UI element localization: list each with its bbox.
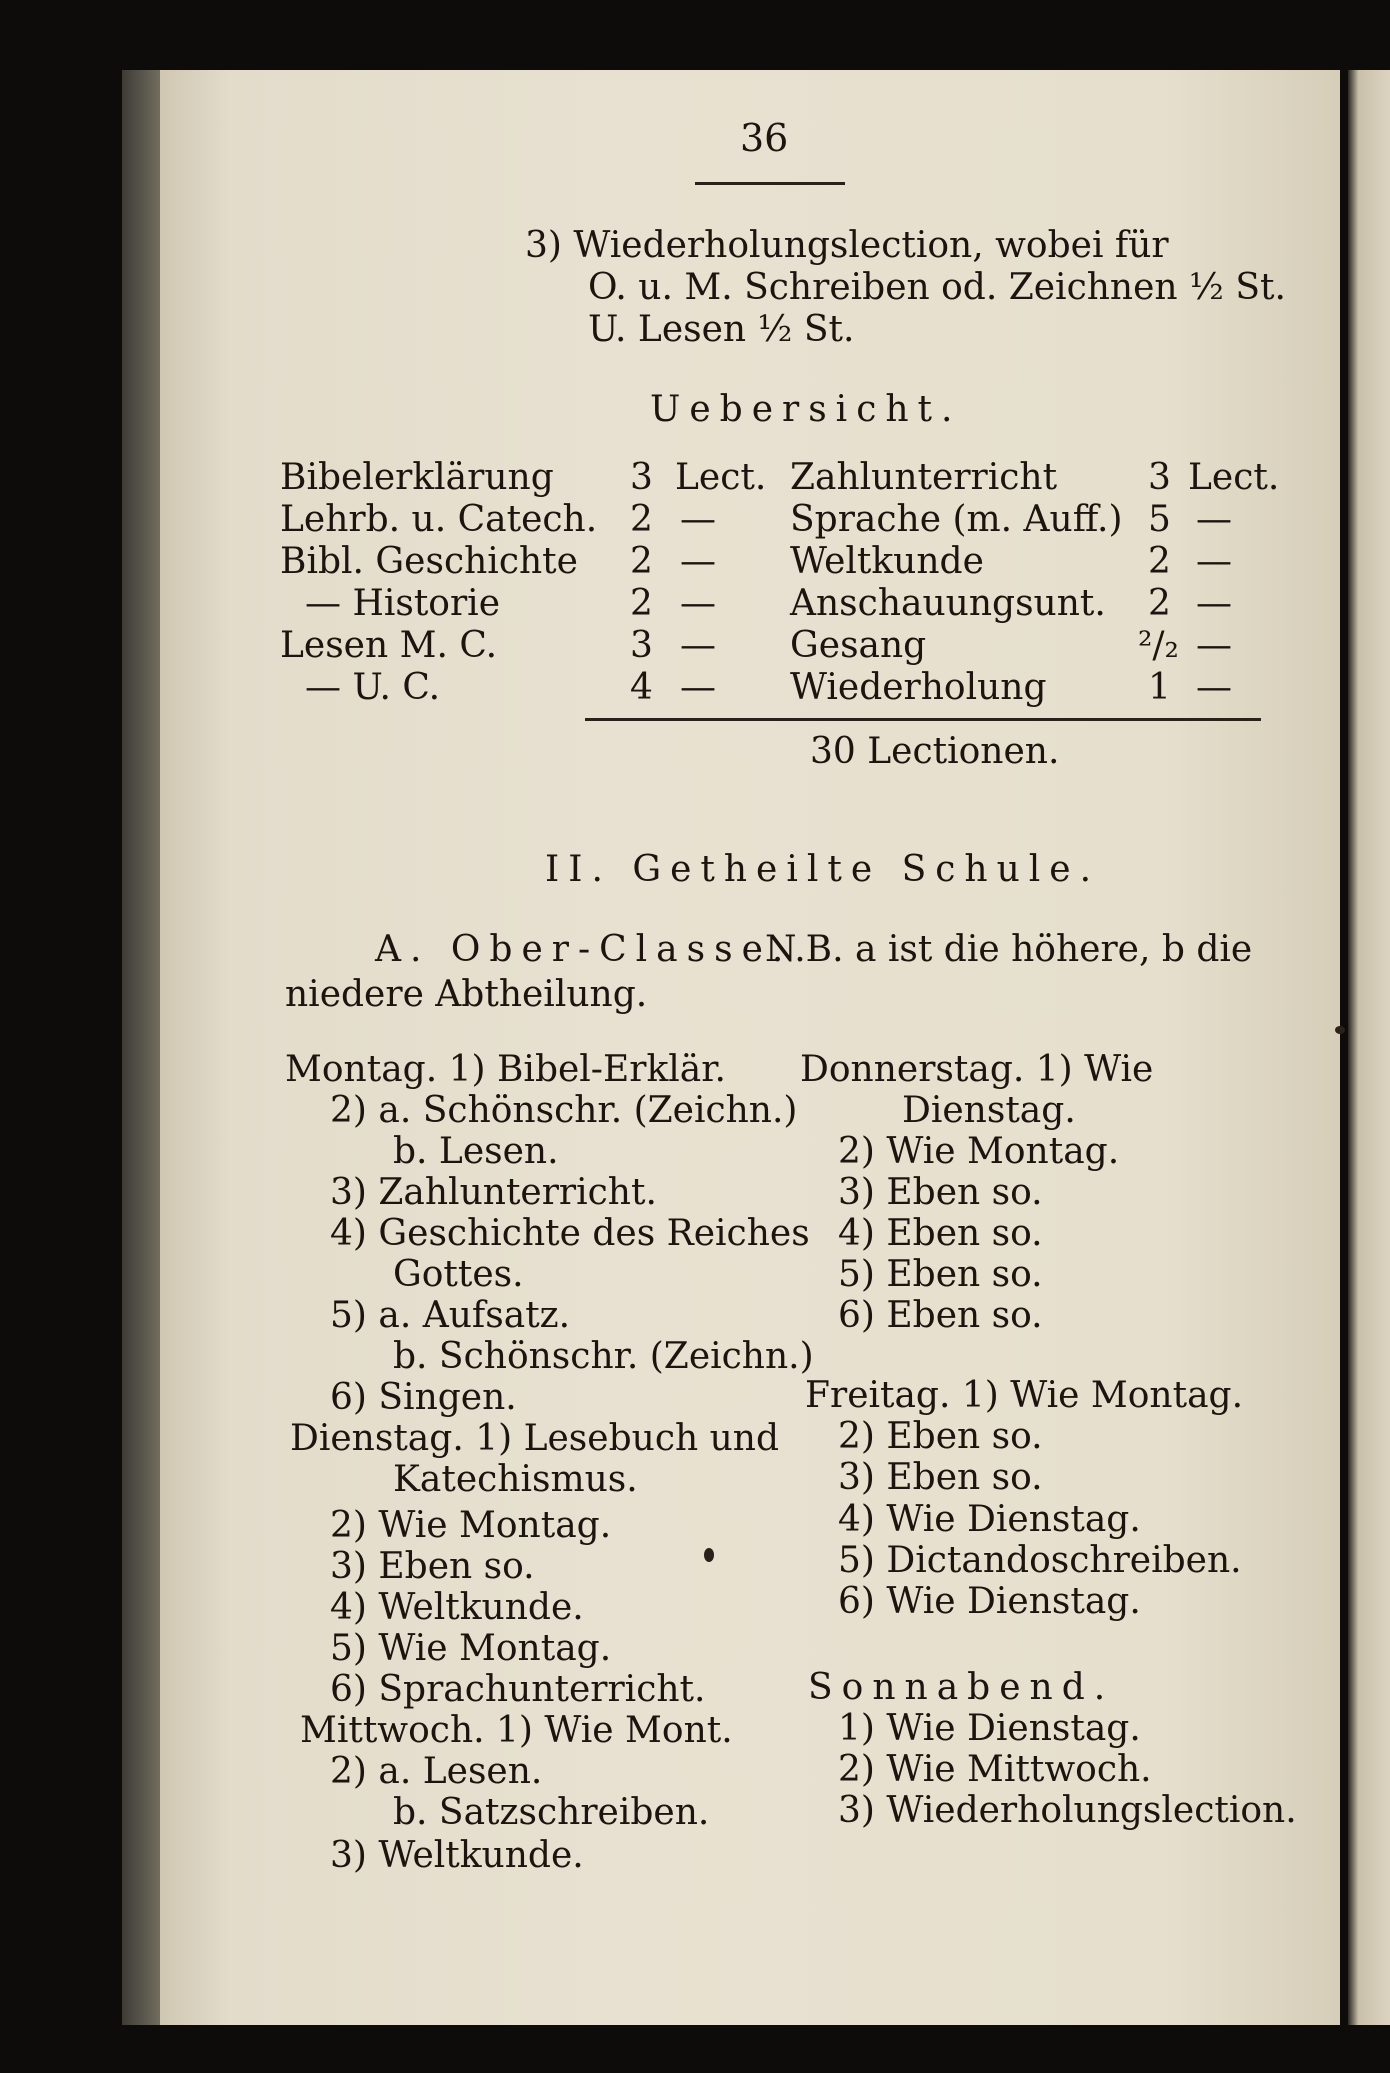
schedule-right-line: 2) Eben so. — [838, 1416, 1043, 1457]
overview-left-count: 4 — [630, 667, 653, 708]
schedule-right-line: 4) Eben so. — [838, 1213, 1043, 1254]
overview-right-subject: Gesang — [790, 625, 927, 666]
schedule-left-line: 4) Geschichte des Reiches — [330, 1213, 810, 1254]
overview-total-rule — [585, 718, 1261, 721]
schedule-right-line: 5) Eben so. — [838, 1254, 1043, 1295]
overview-right-count: 2 — [1148, 541, 1171, 582]
schedule-right-line: 2) Wie Montag. — [838, 1131, 1120, 1172]
schedule-right-line: 4) Wie Dienstag. — [838, 1499, 1141, 1540]
schedule-left-line: Montag. 1) Bibel-Erklär. — [285, 1049, 726, 1090]
overview-right-unit: — — [1196, 583, 1232, 624]
overview-left-unit: — — [680, 499, 716, 540]
overview-heading: Uebersicht. — [650, 389, 962, 430]
overview-right-count: 3 — [1148, 457, 1171, 498]
overview-right-count: 2 — [1148, 583, 1171, 624]
schedule-right-line: Dienstag. — [902, 1090, 1076, 1131]
overview-right-unit: Lect. — [1188, 457, 1280, 498]
section-heading: II. Getheilte Schule. — [545, 849, 1101, 890]
overview-left-unit: — — [680, 667, 716, 708]
intro-line-2: O. u. M. Schreiben od. Zeichnen ½ St. — [588, 267, 1286, 308]
intro-line-1: 3) Wiederholungslection, wobei für — [525, 225, 1169, 266]
schedule-left-line: Gottes. — [393, 1254, 524, 1295]
schedule-left-line: b. Lesen. — [393, 1131, 559, 1172]
schedule-right-line: 6) Wie Dienstag. — [838, 1581, 1141, 1622]
schedule-left-line: 5) a. Aufsatz. — [330, 1295, 571, 1336]
schedule-right-line: 1) Wie Dienstag. — [838, 1708, 1141, 1749]
schedule-left-line: Mittwoch. 1) Wie Mont. — [300, 1710, 733, 1751]
schedule-left-line: b. Schönschr. (Zeichn.) — [393, 1336, 814, 1377]
ink-mark — [1335, 1026, 1345, 1034]
overview-left-subject: Bibelerklärung — [280, 457, 554, 498]
section-note-cont: niedere Abtheilung. — [285, 974, 648, 1015]
header-rule — [695, 182, 845, 185]
schedule-right-line: 3) Wiederholungslection. — [838, 1790, 1297, 1831]
page-edge-right — [1348, 70, 1390, 2025]
schedule-right-line: Donnerstag. 1) Wie — [800, 1049, 1154, 1090]
overview-right-subject: Weltkunde — [790, 541, 984, 582]
schedule-left-line: Katechismus. — [393, 1459, 638, 1500]
overview-right-unit: — — [1196, 625, 1232, 666]
overview-left-unit: — — [680, 583, 716, 624]
overview-left-subject: — Historie — [305, 583, 500, 624]
intro-line-3: U. Lesen ½ St. — [588, 309, 855, 350]
schedule-left-line: 3) Zahlunterricht. — [330, 1172, 657, 1213]
class-label: A. Ober-Classe. — [375, 929, 793, 970]
overview-right-subject: Sprache (m. Auff.) — [790, 499, 1123, 540]
overview-right-count: ²/₂ — [1138, 625, 1179, 666]
schedule-left-line: 5) Wie Montag. — [330, 1628, 612, 1669]
schedule-right-line: 2) Wie Mittwoch. — [838, 1749, 1152, 1790]
overview-left-count: 2 — [630, 499, 653, 540]
overview-left-count: 2 — [630, 541, 653, 582]
overview-right-subject: Anschauungsunt. — [790, 583, 1106, 624]
schedule-left-line: Dienstag. 1) Lesebuch und — [290, 1418, 780, 1459]
overview-right-unit: — — [1196, 541, 1232, 582]
schedule-right-line: 6) Eben so. — [838, 1295, 1043, 1336]
schedule-left-line: 2) a. Lesen. — [330, 1751, 543, 1792]
schedule-left-line: 3) Eben so. — [330, 1546, 535, 1587]
schedule-left-line: 2) a. Schönschr. (Zeichn.) — [330, 1090, 798, 1131]
overview-left-subject: Lehrb. u. Catech. — [280, 499, 598, 540]
overview-left-unit: — — [680, 541, 716, 582]
schedule-left-line: 6) Sprachunterricht. — [330, 1669, 706, 1710]
overview-right-count: 1 — [1148, 667, 1171, 708]
overview-right-unit: — — [1196, 499, 1232, 540]
overview-right-unit: — — [1196, 667, 1232, 708]
overview-right-subject: Wiederholung — [790, 667, 1047, 708]
schedule-left-line: 6) Singen. — [330, 1377, 517, 1418]
overview-left-count: 3 — [630, 457, 653, 498]
section-note: N.B. a ist die höhere, b die — [765, 929, 1253, 970]
schedule-right-line: Sonnabend. — [808, 1667, 1115, 1708]
page-number: 36 — [740, 116, 789, 160]
overview-left-unit: — — [680, 625, 716, 666]
schedule-left-line: 3) Weltkunde. — [330, 1835, 584, 1876]
schedule-right-line: 3) Eben so. — [838, 1172, 1043, 1213]
overview-right-count: 5 — [1148, 499, 1171, 540]
overview-left-subject: Bibl. Geschichte — [280, 541, 578, 582]
schedule-right-line: 3) Eben so. — [838, 1457, 1043, 1498]
schedule-left-line: 4) Weltkunde. — [330, 1587, 584, 1628]
schedule-left-line: b. Satzschreiben. — [393, 1792, 710, 1833]
schedule-left-line: 2) Wie Montag. — [330, 1505, 612, 1546]
overview-total: 30 Lectionen. — [810, 731, 1060, 772]
overview-left-count: 2 — [630, 583, 653, 624]
schedule-right-line: Freitag. 1) Wie Montag. — [805, 1375, 1244, 1416]
schedule-right-line: 5) Dictandoschreiben. — [838, 1540, 1242, 1581]
overview-left-subject: — U. C. — [305, 667, 441, 708]
overview-left-unit: Lect. — [675, 457, 767, 498]
ink-dot — [704, 1548, 714, 1562]
overview-left-count: 3 — [630, 625, 653, 666]
overview-left-subject: Lesen M. C. — [280, 625, 498, 666]
overview-right-subject: Zahlunterricht — [790, 457, 1058, 498]
